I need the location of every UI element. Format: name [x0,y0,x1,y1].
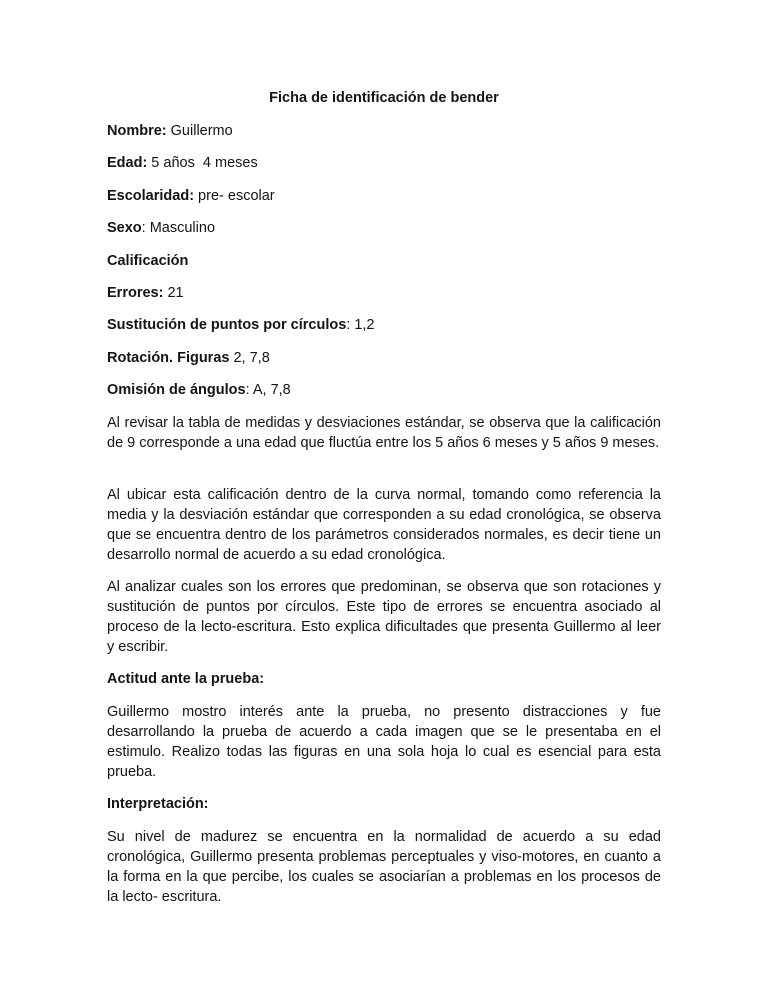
field-calificacion [107,251,188,271]
field-nombre [107,121,233,141]
field-edad-value: 5 años 4 meses [147,155,258,171]
field-errores [107,283,184,303]
paragraph-interpretacion: Su nivel de madurez se encuentra en la normalidad de acuerdo a su edad cronológica, Guillermo presenta problemas perceptuales y viso-motores, en cuanto a la forma en la que percibe, los cuales se asociarían a problemas en los procesos de la lecto- escritura. [107,829,661,905]
field-sexo-label: Sexo [107,220,142,236]
field-rotacion-label: Rotación. Figuras [107,350,230,366]
field-rotacion-value: 2, 7,8 [229,350,270,366]
paragraph-curva-normal: Al ubicar esta calificación dentro de la curva normal, tomando como referencia la media y la desviación estándar que corresponden a su edad cronológica, se observa que se encuentra dentro de los parámetros considerados normales, es decir tiene un desarrollo normal de acuerdo a su edad cronológica. [107,487,661,563]
field-escolaridad-value: pre- escolar [194,188,275,204]
field-nombre-value: Guillermo [166,123,233,139]
paragraph-tabla-medidas: Al revisar la tabla de medidas y desviaciones estándar, se observa que la calificación de 9 corresponde a una edad que fluctúa entre los 5 años 6 meses y 5 años 9 meses. [107,415,661,451]
field-sexo [107,218,215,238]
field-sustitucion [107,315,374,335]
heading-actitud: Actitud ante la prueba: [107,671,265,687]
field-nombre-label: Nombre: [107,123,167,139]
field-edad [107,153,258,173]
paragraph-actitud: Guillermo mostro interés ante la prueba, no presento distracciones y fue desarrollando la prueba de acuerdo a cada imagen que se le presentaba en el estimulo. Realizo todas las figuras en una sola hoja lo cual es esencial para esta prueba. [107,704,661,780]
field-calificacion-label: Calificación [107,253,189,269]
paragraph-errores-predominantes: Al analizar cuales son los errores que predominan, se observa que son rotaciones y sustitución de puntos por círculos. Este tipo de errores se encuentra asociado al proceso de la lecto-escritura. Esto explica dificultades que presenta Guillermo al leer y escribir. [107,579,661,655]
field-edad-label: Edad: [107,155,148,171]
field-omision [107,380,291,400]
field-escolaridad [107,186,275,206]
field-errores-value: 21 [163,285,184,301]
field-errores-label: Errores: [107,285,164,301]
field-sustitucion-label: Sustitución de puntos por círculos [107,317,347,333]
document-title: Ficha de identificación de bender [269,90,499,106]
field-omision-label: Omisión de ángulos [107,382,246,398]
field-escolaridad-label: Escolaridad: [107,188,195,204]
field-sustitucion-value: : 1,2 [346,317,375,333]
field-omision-value: : A, 7,8 [245,382,291,398]
heading-interpretacion: Interpretación: [107,796,209,812]
field-sexo-value: : Masculino [141,220,216,236]
field-rotacion [107,348,270,368]
